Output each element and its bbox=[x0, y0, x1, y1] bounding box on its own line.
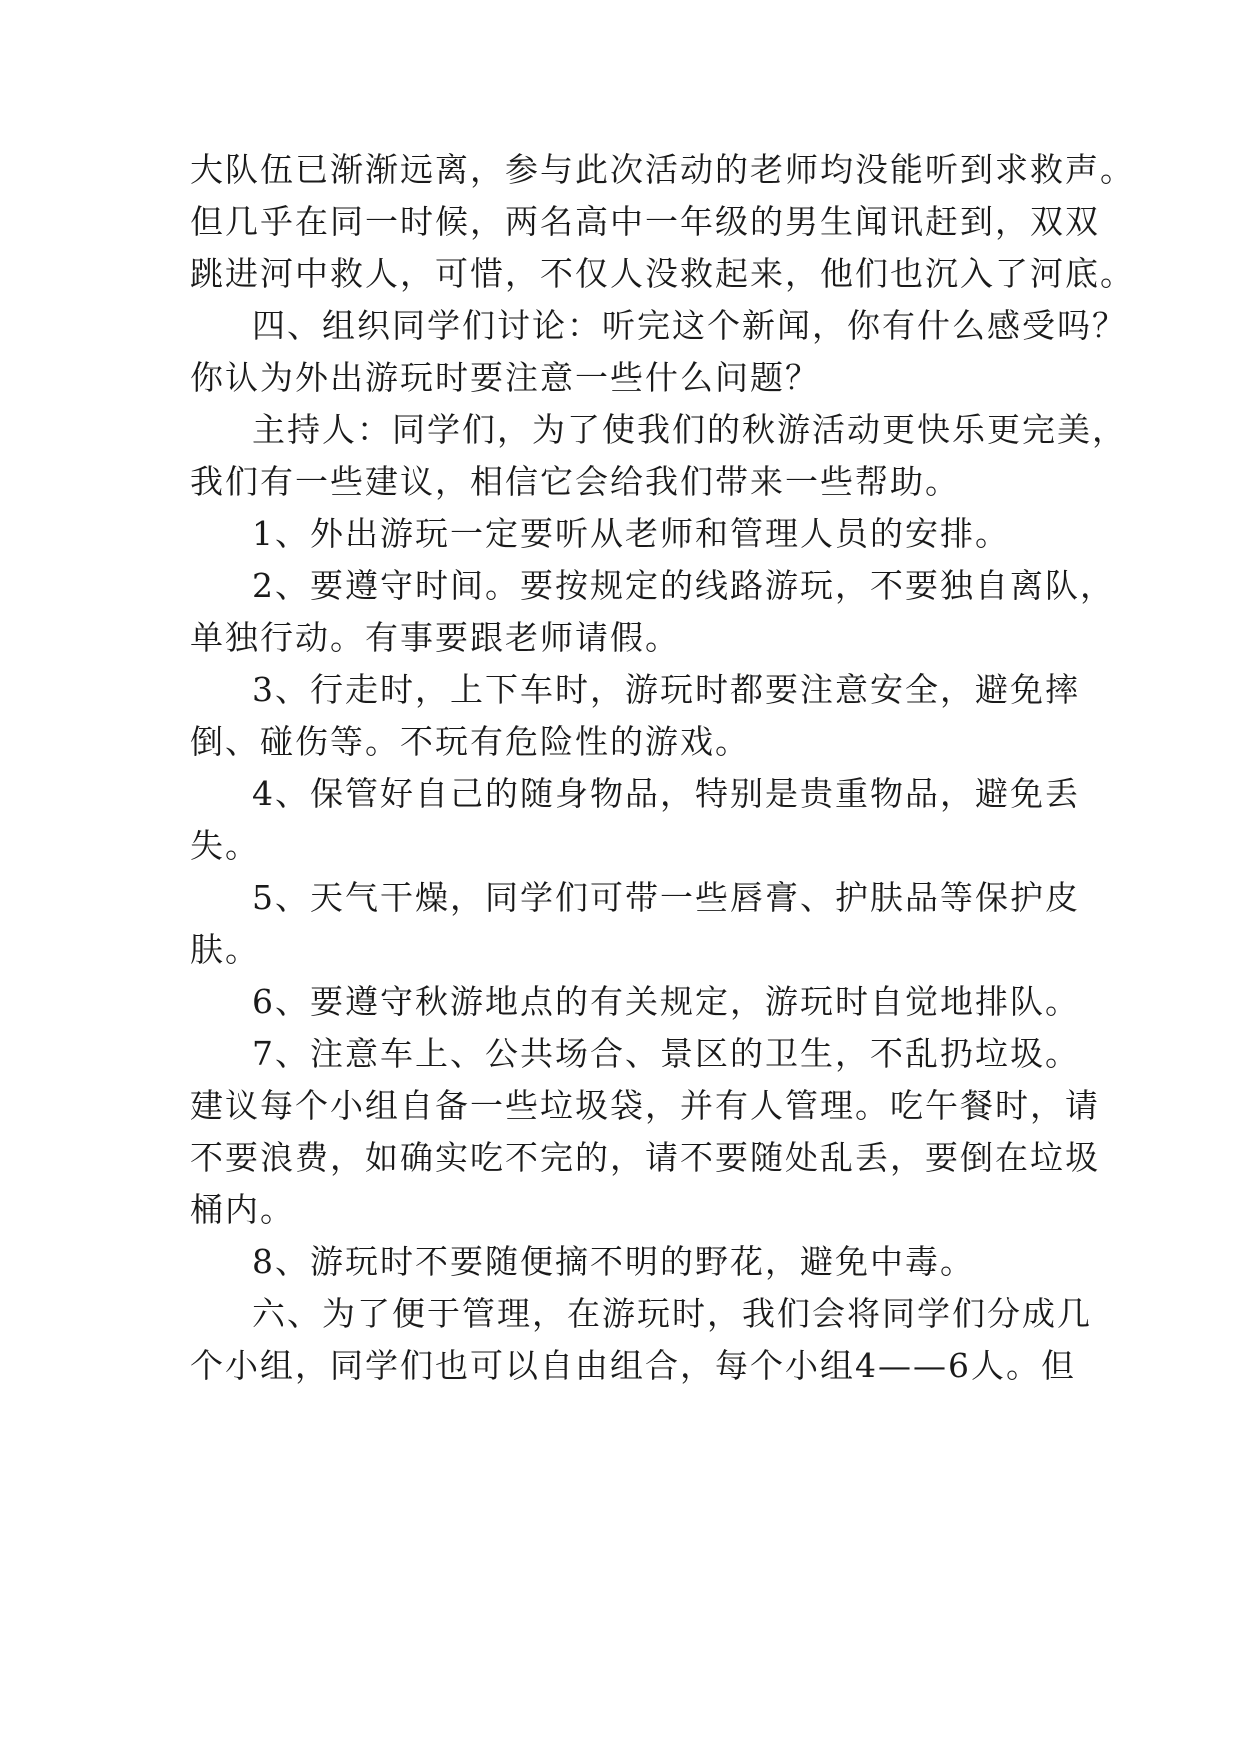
text-line: 跳进河中救人，可惜，不仅人没救起来，他们也沉入了河底。 bbox=[190, 254, 1135, 293]
text-line: 大队伍已渐渐远离，参与此次活动的老师均没能听到求救声。 bbox=[190, 150, 1135, 189]
list-item: 5、天气干燥，同学们可带一些唇膏、护肤品等保护皮 bbox=[252, 878, 1080, 917]
list-item: 1、外出游玩一定要听从老师和管理人员的安排。 bbox=[252, 514, 1010, 553]
text-line: 你认为外出游玩时要注意一些什么问题？ bbox=[190, 358, 820, 397]
list-item: 8、游玩时不要随便摘不明的野花，避免中毒。 bbox=[252, 1242, 975, 1281]
list-item: 3、行走时，上下车时，游玩时都要注意安全，避免摔 bbox=[252, 670, 1080, 709]
text-line: 四、组织同学们讨论：听完这个新闻，你有什么感受吗？ bbox=[252, 306, 1127, 345]
text-line: 个小组，同学们也可以自由组合，每个小组4——6人。但 bbox=[190, 1346, 1076, 1385]
text-line: 倒、碰伤等。不玩有危险性的游戏。 bbox=[190, 722, 750, 761]
text-line: 单独行动。有事要跟老师请假。 bbox=[190, 618, 680, 657]
text-line: 肤。 bbox=[190, 930, 260, 969]
list-item: 2、要遵守时间。要按规定的线路游玩，不要独自离队， bbox=[252, 566, 1115, 605]
text-line: 我们有一些建议，相信它会给我们带来一些帮助。 bbox=[190, 462, 960, 501]
text-line: 六、为了便于管理，在游玩时，我们会将同学们分成几 bbox=[252, 1294, 1092, 1333]
text-line: 失。 bbox=[190, 826, 260, 865]
list-item: 7、注意车上、公共场合、景区的卫生，不乱扔垃圾。 bbox=[252, 1034, 1080, 1073]
list-item: 4、保管好自己的随身物品，特别是贵重物品，避免丢 bbox=[252, 774, 1080, 813]
text-line: 但几乎在同一时候，两名高中一年级的男生闻讯赶到，双双 bbox=[190, 202, 1100, 241]
text-line: 不要浪费，如确实吃不完的，请不要随处乱丢，要倒在垃圾 bbox=[190, 1138, 1100, 1177]
text-line: 建议每个小组自备一些垃圾袋，并有人管理。吃午餐时，请 bbox=[190, 1086, 1100, 1125]
text-line: 主持人：同学们，为了使我们的秋游活动更快乐更完美， bbox=[252, 410, 1127, 449]
list-item: 6、要遵守秋游地点的有关规定，游玩时自觉地排队。 bbox=[252, 982, 1080, 1021]
text-line: 桶内。 bbox=[190, 1190, 295, 1229]
